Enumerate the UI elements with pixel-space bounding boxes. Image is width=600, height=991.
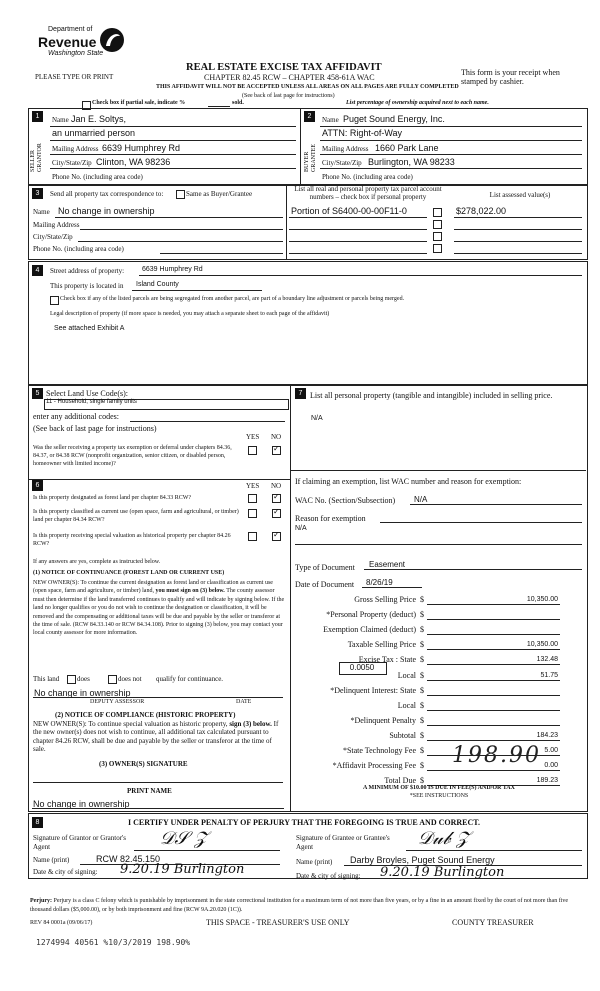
- tax-row-dollar: $: [420, 701, 424, 710]
- doc-type-value[interactable]: Easement: [369, 560, 406, 569]
- grantor-signature[interactable]: 𝒟𝒮 𝒵: [160, 828, 208, 849]
- notice-continuance-a: NEW OWNER(S): To continue the current designation as forest land or classification as current use (open space, farm and agriculture, or timber) land,: [33, 580, 273, 595]
- reason-label: Reason for exemption: [295, 514, 366, 523]
- section-8-badge: 8: [32, 817, 43, 828]
- county-value[interactable]: Island County: [136, 281, 179, 288]
- logo-dept: Department of: [48, 26, 93, 33]
- segregated-label: Check box if any of the listed parcels are being segregated from another parcel, are part of a boundary line adjustment or parcels being merged.: [60, 296, 405, 302]
- form-title: REAL ESTATE EXCISE TAX AFFIDAVIT: [186, 62, 382, 73]
- tax-row-line: [427, 770, 560, 771]
- parcel-header: List all real and personal property tax parcel account numbers – check box if personal property: [294, 185, 442, 201]
- wac-value[interactable]: N/A: [414, 495, 428, 504]
- perjury-note: [30, 897, 586, 914]
- enter-additional-label: enter any additional codes:: [33, 412, 119, 421]
- personal-property-value[interactable]: N/A: [311, 415, 323, 422]
- same-as-buyer-checkbox[interactable]: [176, 190, 185, 199]
- tax-row-label: Excise Tax : State: [358, 655, 416, 664]
- exemption-no-checkbox[interactable]: [272, 446, 281, 455]
- treasurer-use-label: THIS SPACE - TREASURER'S USE ONLY: [206, 918, 350, 927]
- s6-no-label: NO: [271, 482, 282, 490]
- land-does-not-checkbox[interactable]: [108, 675, 117, 684]
- local-rate-value[interactable]: 0.0050: [349, 663, 375, 672]
- assessed-1[interactable]: $278,022.00: [456, 206, 507, 216]
- land-label: This land: [33, 675, 60, 683]
- current-use-question: Is this property classified as current use (open space, farm and agricultural, or timber) land per chapter 84.34 RCW?: [33, 509, 239, 523]
- seller-phone-label: Phone No. (including area code): [52, 173, 143, 181]
- print-name-value[interactable]: No change in ownership: [33, 799, 130, 809]
- tax-row-dollar: $: [420, 610, 424, 619]
- tax-row-label: Total Due: [384, 776, 416, 785]
- tax-row-label: Gross Selling Price: [354, 595, 416, 604]
- grantor-name-label: Name (print): [33, 856, 70, 864]
- land-does-checkbox[interactable]: [67, 675, 76, 684]
- grantee-sig-label: Signature of Grantee or Grantee's Agent: [296, 834, 390, 851]
- tax-row-label: Exemption Claimed (deduct): [323, 625, 416, 634]
- tax-row-label: Subtotal: [389, 731, 416, 740]
- tax-row-dollar: $: [420, 776, 424, 785]
- land-use-title: Select Land Use Code(s):: [46, 389, 128, 398]
- section-2-badge: 2: [304, 111, 315, 122]
- section-7-badge: 7: [295, 388, 306, 399]
- tax-row-dollar: $: [420, 640, 424, 649]
- form-warning: THIS AFFIDAVIT WILL NOT BE ACCEPTED UNLESS ALL AREAS ON ALL PAGES ARE FULLY COMPLETED: [156, 84, 459, 90]
- same-as-buyer-label: Same as Buyer/Grantee: [186, 190, 253, 198]
- owner-signature-line[interactable]: [33, 782, 283, 783]
- seller-city[interactable]: Clinton, WA 98236: [96, 157, 171, 167]
- grantee-date-city[interactable]: 9.20.19 Burlington: [380, 865, 505, 880]
- seller-side-label: SELLER GRANTOR: [30, 143, 43, 172]
- reason-value[interactable]: N/A: [295, 525, 307, 532]
- buyer-name2[interactable]: ATTN: Right-of-Way: [322, 128, 403, 138]
- tax-row-label: Taxable Selling Price: [347, 640, 416, 649]
- doc-type-label: Type of Document: [295, 563, 355, 572]
- s5-yes-label: YES: [246, 433, 260, 441]
- tax-row-label: Local: [397, 701, 416, 710]
- land-does-label: does: [77, 675, 90, 683]
- tax-row-dollar: $: [420, 686, 424, 695]
- tax-row-value[interactable]: 5.00: [544, 747, 558, 754]
- corr-mail-label: Mailing Address: [33, 221, 80, 229]
- tax-row-value[interactable]: 51.75: [540, 672, 558, 679]
- notice-continuance-c: The county assessor must then determine if the land transferred continues to qualify and will indicate by signing below. If the land no longer qualifies or you do not wish to continue the designation or classification, it will be removed and the compensating or additional taxes will be due and payable by the seller or transferor at the time of sale. (RCW 84.33.140 or RCW 84.34.108). Prior to signing (3) below, you may contact your local county assessor for more information.: [33, 588, 285, 637]
- grantor-sig-label: Signature of Grantor or Grantor's Agent: [33, 834, 127, 851]
- notice-continuance-text: [33, 579, 285, 638]
- buyer-mail[interactable]: 1660 Park Lane: [375, 143, 439, 153]
- treasurer-stamp: 1274994 40561 %10/3/2019 198.90%: [36, 938, 191, 947]
- list-pct-label: List percentage of ownership acquired next to each name.: [346, 100, 489, 106]
- tax-row-dollar: $: [420, 625, 424, 634]
- grantor-date-city[interactable]: 9.20.19 Burlington: [120, 862, 245, 877]
- notice-compliance-title: (2) NOTICE OF COMPLIANCE (HISTORIC PROPERTY): [55, 711, 236, 719]
- parcel-1[interactable]: Portion of S6400-00-00F11-0: [291, 206, 407, 216]
- section-5-badge: 5: [32, 388, 43, 399]
- assessed-header: List assessed value(s): [489, 191, 551, 199]
- see-instructions-note: *SEE INSTRUCTIONS: [409, 793, 469, 799]
- rev-number: REV 84 0001a (09/06/17): [30, 920, 93, 926]
- parcel-1-personal-checkbox[interactable]: [433, 208, 442, 217]
- receipt-note: This form is your receipt when stamped by cashier.: [461, 68, 560, 86]
- tax-row-line: [427, 695, 560, 696]
- s6-yes-label: YES: [246, 482, 260, 490]
- grantee-name-label: Name (print): [296, 858, 333, 866]
- notice-compliance-c: If the new owner(s) does not wish to continue, all additional tax calculated pursuant to chapter 84.26 RCW, shall be due and payable by the seller or transferor at the time of sale.: [33, 720, 279, 754]
- seller-name[interactable]: Jan E. Soltys,: [71, 114, 127, 124]
- tax-row-line: [427, 664, 560, 665]
- notice-compliance-a: NEW OWNER(S): To continue special valuation as historic property,: [33, 720, 228, 728]
- located-label: This property is located in: [50, 282, 124, 290]
- personal-property-label: List all personal property (tangible and intangible) included in selling price.: [310, 391, 553, 400]
- segregated-checkbox[interactable]: [50, 296, 59, 305]
- street-value[interactable]: 6639 Humphrey Rd: [142, 266, 203, 273]
- tax-row-label: *Affidavit Processing Fee: [332, 761, 416, 770]
- form-chapter: CHAPTER 82.45 RCW – CHAPTER 458-61A WAC: [204, 73, 375, 82]
- tax-row-label: *State Technology Fee: [342, 746, 416, 755]
- land-does-not-label: does not: [118, 675, 142, 683]
- logo-swoosh-icon: [98, 26, 126, 54]
- section-4-box: [28, 261, 588, 385]
- tax-row-dollar: $: [420, 655, 424, 664]
- tax-row-line: [427, 680, 560, 681]
- legal-label: Legal description of property (if more space is needed, you may attach a separate sheet to each page of the affidavit): [50, 311, 330, 317]
- deputy-assessor-label: DEPUTY ASSESSOR: [90, 699, 145, 705]
- tax-row-dollar: $: [420, 761, 424, 770]
- buyer-city[interactable]: Burlington, WA 98233: [368, 157, 455, 167]
- tax-row-value[interactable]: 189.23: [536, 777, 558, 784]
- s5-no-label: NO: [271, 433, 282, 441]
- land-use-see-back: (See back of last page for instructions): [33, 424, 157, 433]
- logo-state: Washington State: [48, 50, 104, 57]
- seller-name2[interactable]: an unmarried person: [52, 128, 136, 138]
- tax-row-line: [427, 740, 560, 741]
- wac-label: WAC No. (Section/Subsection): [295, 496, 396, 505]
- owner-signature-label: (3) OWNER(S) SIGNATURE: [99, 760, 188, 768]
- tax-row-label: *Personal Property (deduct): [326, 610, 416, 619]
- land-qualify-label: qualify for continuance.: [156, 675, 224, 683]
- forest-question: Is this property designated as forest land per chapter 84.33 RCW?: [33, 495, 192, 501]
- send-label: Send all property tax correspondence to:: [50, 190, 164, 198]
- grantee-signature[interactable]: 𝒟𝓊𝒷 𝒵: [418, 828, 470, 849]
- seller-mail[interactable]: 6639 Humphrey Rd: [102, 143, 181, 153]
- print-name-label: PRINT NAME: [127, 787, 172, 795]
- tax-row-line: [427, 710, 560, 711]
- sold-label: sold.: [232, 100, 244, 106]
- buyer-city-label: City/State/Zip: [322, 159, 362, 167]
- form-see-back: (See back of last page for instructions): [242, 93, 335, 99]
- historic-no-checkbox[interactable]: [272, 532, 281, 541]
- notice-continuance-b: you must sign on (3) below.: [155, 588, 225, 595]
- tax-row-line: [427, 634, 560, 635]
- tax-row-dollar: $: [420, 595, 424, 604]
- section-4-badge: 4: [32, 265, 43, 276]
- seller-city-label: City/State/Zip: [52, 159, 92, 167]
- revenue-logo: [38, 22, 128, 62]
- section-6-badge: 6: [32, 480, 43, 491]
- buyer-name-label: Name: [322, 116, 339, 124]
- corr-name[interactable]: No change in ownership: [58, 206, 155, 216]
- section-3-badge: 3: [32, 188, 43, 199]
- certify-statement: I CERTIFY UNDER PENALTY OF PERJURY THAT THE FOREGOING IS TRUE AND CORRECT.: [128, 818, 481, 827]
- notice-compliance-text: [33, 720, 285, 754]
- logo-revenue: Revenue: [38, 34, 97, 50]
- historic-yes-checkbox[interactable]: [248, 532, 257, 541]
- please-type: PLEASE TYPE OR PRINT: [35, 73, 114, 81]
- partial-sale-label: Check box if partial sale, indicate %: [92, 100, 186, 106]
- buyer-side-label: BUYER GRANTEE: [304, 144, 317, 172]
- tax-row-label: *Delinquent Interest: State: [330, 686, 416, 695]
- exemption-yes-checkbox[interactable]: [248, 446, 257, 455]
- current-use-no-checkbox[interactable]: [272, 509, 281, 518]
- historic-question: Is this property receiving special valuation as historical property per chapter 84.26 RCW?: [33, 533, 231, 547]
- exhibit-value[interactable]: See attached Exhibit A: [54, 325, 125, 332]
- tax-row-dollar: $: [420, 731, 424, 740]
- if-yes-note: If any answers are yes, complete as instructed below.: [33, 559, 161, 565]
- buyer-mail-label: Mailing Address: [322, 145, 369, 153]
- tax-row-label: Local: [397, 671, 416, 680]
- parcel-2-personal-checkbox[interactable]: [433, 220, 442, 229]
- seller-mail-label: Mailing Address: [52, 145, 99, 153]
- parcel-4-personal-checkbox[interactable]: [433, 244, 442, 253]
- minimum-note: A MINIMUM OF $10.00 IS DUE IN FEE(S) AND/OR TAX: [363, 785, 515, 791]
- seller-name-label: Name: [52, 116, 69, 124]
- tax-row-value[interactable]: 10,350.00: [526, 596, 558, 603]
- street-label: Street address of property:: [50, 267, 125, 275]
- section-divider: [300, 108, 301, 185]
- exemption-question: Was the seller receiving a property tax exemption or deferral under chapters 84.36, 84.37, or 84.38 RCW (nonprofit organization, senior citizen, or disabled person, homeowner with limited income)?: [33, 445, 232, 467]
- corr-phone-label: Phone No. (including area code): [33, 245, 124, 253]
- notice-continuance-title: (1) NOTICE OF CONTINUANCE (FOREST LAND OR CURRENT USE): [33, 570, 225, 576]
- perjury-title: Perjury:: [30, 898, 52, 904]
- grantor-date-label: Date & city of signing:: [33, 868, 98, 876]
- exemption-claim-label: If claiming an exemption, list WAC number and reason for exemption:: [295, 477, 522, 486]
- grantee-name[interactable]: Darby Broyles, Puget Sound Energy: [350, 855, 495, 865]
- county-treasurer-label: COUNTY TREASURER: [452, 918, 534, 927]
- tax-row-value[interactable]: 0.00: [544, 762, 558, 769]
- notice-compliance-b: sign (3) below.: [229, 720, 272, 728]
- corr-name-label: Name: [33, 208, 50, 216]
- tax-row-dollar: $: [420, 671, 424, 680]
- tax-row-line: [427, 649, 560, 650]
- forest-yes-checkbox[interactable]: [248, 494, 257, 503]
- partial-pct-line: [208, 106, 230, 107]
- tax-row-line: [427, 604, 560, 605]
- doc-date-label: Date of Document: [295, 580, 355, 589]
- buyer-name[interactable]: Puget Sound Energy, Inc.: [343, 114, 445, 124]
- parcel-3-personal-checkbox[interactable]: [433, 232, 442, 241]
- buyer-phone-label: Phone No. (including area code): [322, 173, 413, 181]
- assessor-date-label: DATE: [236, 699, 252, 705]
- doc-date-value[interactable]: 8/26/19: [366, 578, 393, 587]
- assessor-value[interactable]: No change in ownership: [34, 688, 131, 698]
- tax-row-value[interactable]: 184.23: [536, 732, 558, 739]
- perjury-text: Perjury is a class C felony which is punishable by imprisonment in the state correctional institution for a maximum term of not more than five years, or by a fine in an amount fixed by the court of not more than five thousand dollars ($5,000.00), or by both imprisonment and fine (RCW 9A.20.020 (1C)).: [30, 898, 569, 913]
- tax-row-dollar: $: [420, 716, 424, 725]
- tax-row-value[interactable]: 132.48: [536, 656, 558, 663]
- tax-row-dollar: $: [420, 746, 424, 755]
- section-1-badge: 1: [32, 111, 43, 122]
- tax-row-value[interactable]: 10,350.00: [526, 641, 558, 648]
- grantee-date-label: Date & city of signing:: [296, 872, 361, 880]
- tax-row-label: *Delinquent Penalty: [350, 716, 416, 725]
- handwritten-total: 198.90: [452, 743, 541, 768]
- land-use-code[interactable]: 11 - Household, single family units: [46, 399, 137, 405]
- current-use-yes-checkbox[interactable]: [248, 509, 257, 518]
- grantor-name[interactable]: RCW 82.45.150: [96, 854, 161, 864]
- tax-row-line: [427, 619, 560, 620]
- forest-no-checkbox[interactable]: [272, 494, 281, 503]
- tax-row-line: [427, 725, 560, 726]
- corr-city-label: City/State/Zip: [33, 233, 73, 241]
